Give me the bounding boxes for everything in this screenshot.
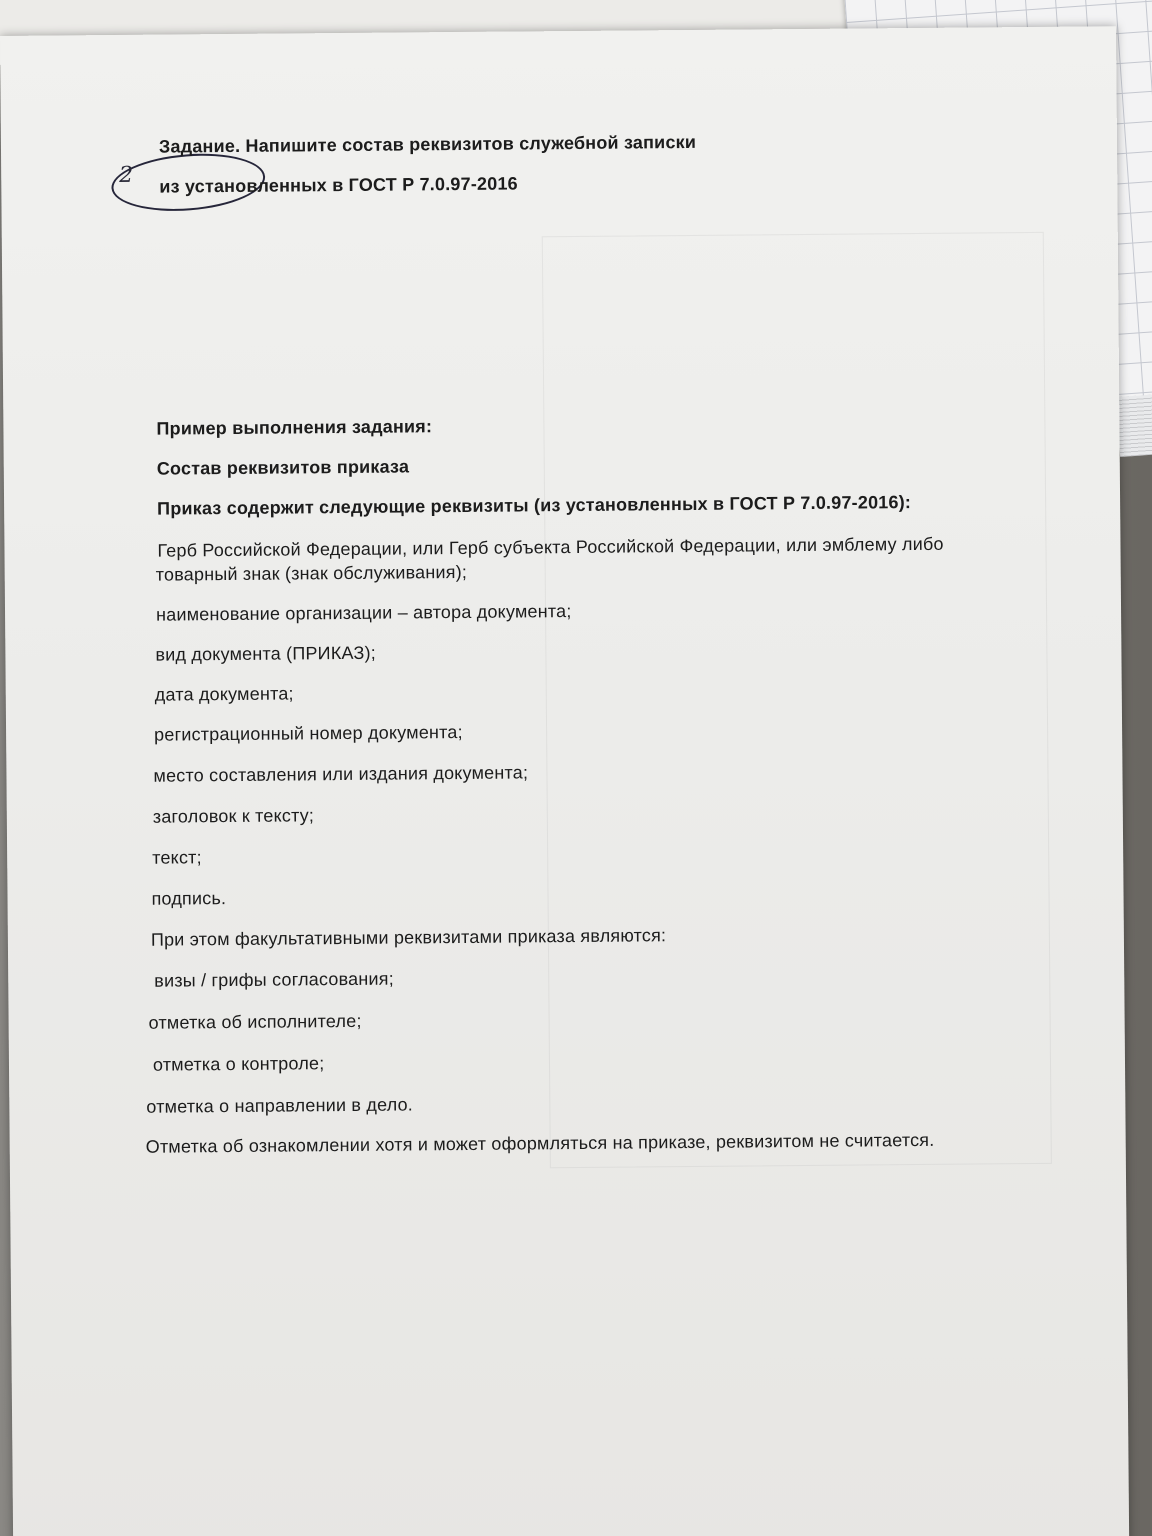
requisite-line: наименование организации – автора документа; bbox=[155, 601, 572, 625]
requisite-line: товарный знак (знак обслуживания); bbox=[155, 561, 468, 585]
example-heading: Пример выполнения задания: bbox=[156, 416, 433, 439]
requisite-line: регистрационный номер документа; bbox=[154, 721, 463, 745]
notebook-page-stack bbox=[1116, 393, 1152, 457]
example-intro: Приказ содержит следующие реквизиты (из установленных в ГОСТ Р 7.0.97-2016): bbox=[157, 492, 912, 519]
task-line-1 bbox=[159, 132, 696, 158]
optional-requisites-heading: При этом факультативными реквизитами приказа являются: bbox=[150, 925, 667, 950]
requisite-line: вид документа (ПРИКАЗ); bbox=[155, 642, 377, 665]
optional-requisite-line: визы / грифы согласования; bbox=[154, 968, 394, 991]
requisite-line: заголовок к тексту; bbox=[152, 805, 315, 827]
show-through-frame bbox=[542, 232, 1052, 1168]
requisite-line: текст; bbox=[152, 847, 202, 868]
task-label: Задание. bbox=[158, 135, 241, 157]
requisite-line: подпись. bbox=[151, 888, 227, 909]
example-subheading: Состав реквизитов приказа bbox=[156, 456, 410, 479]
requisite-line: дата документа; bbox=[154, 683, 294, 705]
optional-requisite-line: отметка о контроле; bbox=[152, 1053, 325, 1075]
handwritten-task-number: 2 bbox=[119, 162, 134, 188]
requisite-line: Герб Российской Федерации, или Герб субъекта Российской Федерации, или эмблему либо bbox=[157, 533, 944, 561]
task-text-line1: Напишите состав реквизитов служебной записки bbox=[245, 131, 697, 156]
requisite-line: место составления или издания документа; bbox=[153, 762, 529, 786]
printed-document-sheet bbox=[0, 26, 1129, 1536]
optional-requisite-line: отметка о направлении в дело. bbox=[146, 1094, 414, 1117]
closing-note: Отметка об ознакомлении хотя и может оформляться на приказе, реквизитом не считается. bbox=[145, 1129, 935, 1157]
optional-requisite-line: отметка об исполнителе; bbox=[148, 1010, 362, 1033]
task-text-line2: из установленных в ГОСТ Р 7.0.97-2016 bbox=[159, 173, 518, 197]
